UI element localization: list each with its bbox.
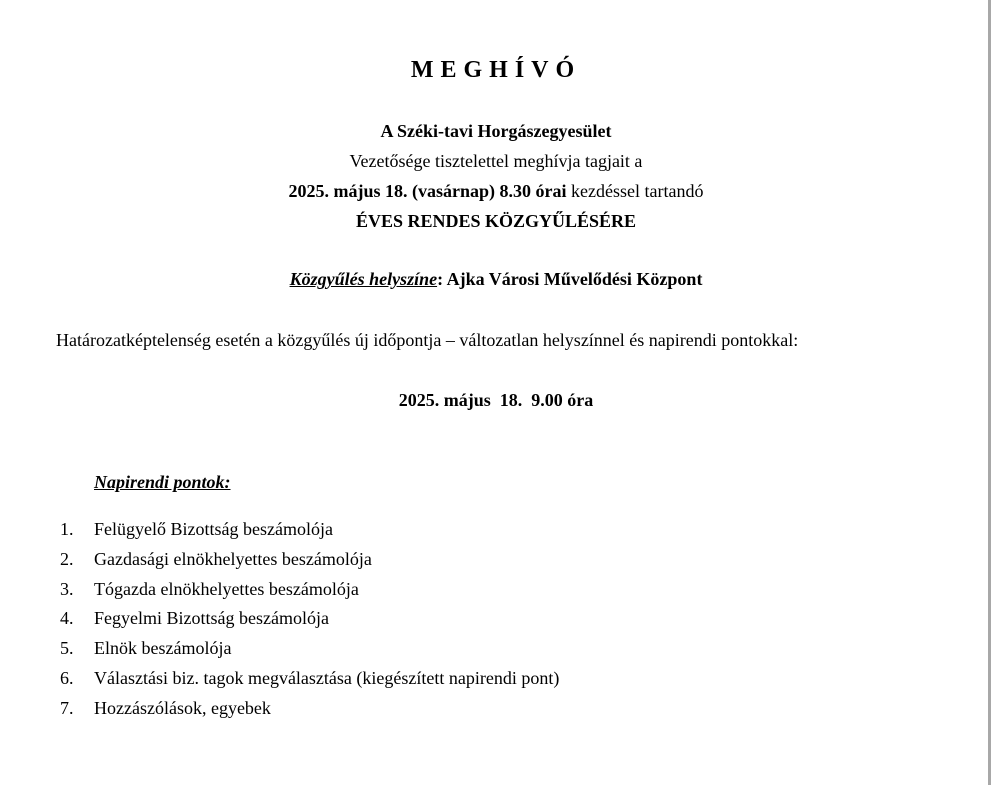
venue-line bbox=[0, 269, 992, 290]
agenda-item-text: Választási biz. tagok megválasztása (kiegészített napirendi pont) bbox=[94, 667, 560, 688]
agenda-item bbox=[60, 518, 559, 548]
venue-value: Ajka Városi Művelődési Központ bbox=[443, 269, 703, 289]
date-time-bold: 2025. május 18. (vasárnap) 8.30 órai bbox=[288, 181, 567, 201]
agenda-item-text: Elnök beszámolója bbox=[94, 638, 232, 659]
agenda-item-number: 4. bbox=[60, 608, 74, 629]
venue-label: Közgyűlés helyszíne bbox=[289, 269, 438, 289]
agenda-item-number: 3. bbox=[60, 578, 74, 599]
agenda-item-text: Felügyelő Bizottság beszámolója bbox=[94, 519, 333, 539]
agenda-item-text: Tógazda elnökhelyettes beszámolója bbox=[94, 578, 359, 599]
alternate-datetime: 2025. május 18. 9.00 óra bbox=[398, 390, 594, 410]
agenda-item-number: 2. bbox=[60, 548, 74, 569]
agenda-item-number: 6. bbox=[60, 667, 74, 688]
meeting-name: ÉVES RENDES KÖZGYŰLÉSÉRE bbox=[355, 211, 637, 231]
quorum-text: Határozatképtelenség esetén a közgyűlés új időpontja – változatlan helyszínnel és napirendi pontokkal: bbox=[56, 330, 799, 350]
agenda-item-number: 7. bbox=[60, 697, 74, 718]
organization-name: A Széki-tavi Horgászegyesület bbox=[380, 121, 612, 141]
agenda-item-number: 5. bbox=[60, 638, 74, 659]
agenda-item-text: Gazdasági elnökhelyettes beszámolója bbox=[94, 548, 372, 569]
date-line bbox=[0, 181, 992, 202]
agenda-item bbox=[60, 578, 559, 608]
agenda-item bbox=[60, 637, 559, 667]
agenda-item-number: 1. bbox=[60, 519, 74, 539]
date-line-rest: kezdéssel tartandó bbox=[566, 181, 704, 201]
agenda-item bbox=[60, 697, 559, 727]
document-title: MEGHÍVÓ bbox=[410, 57, 582, 83]
agenda-list bbox=[60, 518, 559, 727]
agenda-item-text: Fegyelmi Bizottság beszámolója bbox=[94, 608, 329, 629]
agenda-item bbox=[60, 548, 559, 578]
venue-separator: : bbox=[437, 269, 444, 289]
agenda-item-text: Hozzászólások, egyebek bbox=[94, 697, 271, 718]
invite-line: Vezetősége tisztelettel meghívja tagjait a bbox=[349, 151, 643, 171]
agenda-item bbox=[60, 667, 559, 697]
agenda-heading: Napirendi pontok: bbox=[94, 472, 231, 492]
agenda-item bbox=[60, 607, 559, 637]
